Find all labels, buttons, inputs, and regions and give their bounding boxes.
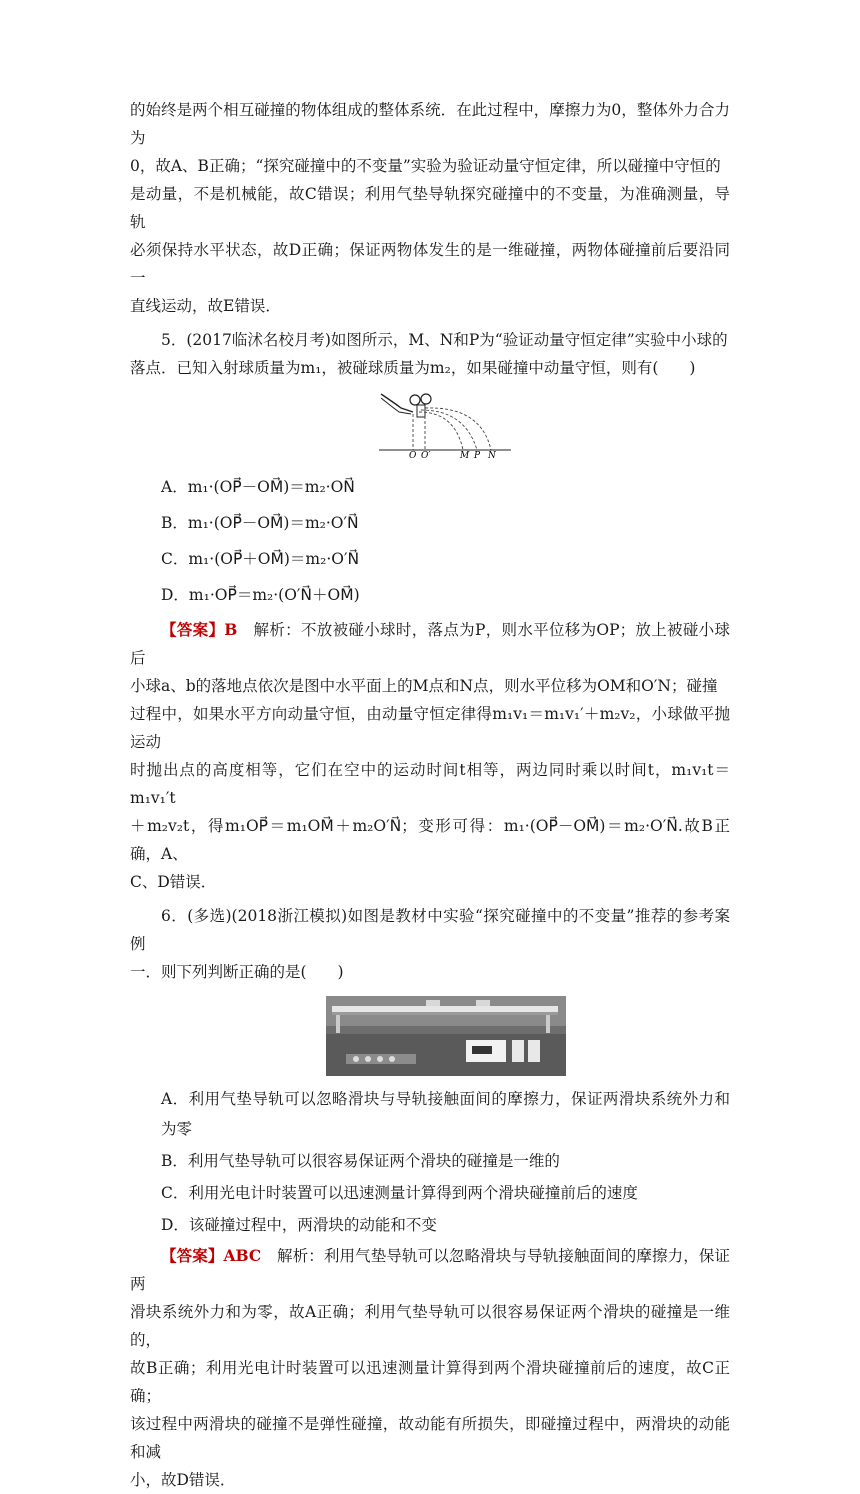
- analysis-line: C、D错误．: [130, 873, 217, 891]
- question-stem: 5．(2017临沭名校月考)如图所示，M、N和P为“验证动量守恒定律”实验中小球的: [161, 331, 728, 349]
- option-d: D．m₁·OP⃗＝m₂·(O′N⃗＋OM⃗): [161, 586, 360, 604]
- point-label-n: N: [488, 451, 496, 458]
- point-label-p: P: [474, 451, 481, 458]
- option-b: B．利用气垫导轨可以很容易保证两个滑块的碰撞是一维的: [161, 1152, 560, 1170]
- text-line: 直线运动，故E错误．: [130, 297, 281, 315]
- analysis-text: 解析：不放被碰小球时，落点为P，则水平位移为OP；放上被碰小球后: [130, 621, 730, 667]
- answer-line: [130, 1242, 730, 1298]
- question-stem: 落点．已知入射球质量为m₁，被碰球质量为m₂，如果碰撞中动量守恒，则有( ): [130, 359, 696, 377]
- question-5: [130, 326, 730, 896]
- projectile-diagram: [375, 388, 515, 458]
- analysis-line: ＋m₂v₂t，得m₁OP⃗＝m₁OM⃗＋m₂O′N⃗；变形可得：m₁·(OP⃗－OM⃗)＝m₂·O′N⃗.故B正确，A、: [130, 817, 730, 863]
- question-6: [130, 902, 730, 1494]
- analysis-line: 时抛出点的高度相等，它们在空中的运动时间t相等，两边同时乘以时间t，m₁v₁t＝m₁v₁′t: [130, 761, 730, 807]
- option-a: A．利用气垫导轨可以忽略滑块与导轨接触面间的摩擦力，保证两滑块系统外力和为零: [161, 1090, 730, 1138]
- question-stem: 6．(多选)(2018浙江模拟)如图是教材中实验“探究碰撞中的不变量”推荐的参考案例: [130, 907, 730, 953]
- analysis-line: 过程中，如果水平方向动量守恒，由动量守恒定律得m₁v₁＝m₁v₁′＋m₂v₂，小球做平抛运动: [130, 705, 730, 751]
- text-line: 是动量，不是机械能，故C错误；利用气垫导轨探究碰撞中的不变量，为准确测量，导轨: [130, 185, 730, 231]
- option-c: C．利用光电计时装置可以迅速测量计算得到两个滑块碰撞前后的速度: [161, 1184, 638, 1202]
- analysis-text: 解析：利用气垫导轨可以忽略滑块与导轨接触面间的摩擦力，保证两: [130, 1247, 730, 1293]
- answer-label: 【答案】ABC: [161, 1246, 262, 1265]
- text-line: 必须保持水平状态，故D正确；保证两物体发生的是一维碰撞，两物体碰撞前后要沿同一: [130, 241, 730, 287]
- point-label-o: O: [409, 451, 417, 458]
- answer-line: [130, 616, 730, 672]
- option-c: C．m₁·(OP⃗＋OM⃗)＝m₂·O′N⃗: [161, 550, 360, 568]
- document-page: [130, 96, 730, 1494]
- option-a: A．m₁·(OP⃗－OM⃗)＝m₂·ON⃗: [161, 478, 355, 496]
- analysis-line: 小，故D错误．: [130, 1471, 236, 1489]
- air-track-photo: [326, 996, 566, 1076]
- analysis-line: 该过程中两滑块的碰撞不是弹性碰撞，故动能有所损失，即碰撞过程中，两滑块的动能和减: [130, 1415, 730, 1461]
- option-b: B．m₁·(OP⃗－OM⃗)＝m₂·O′N⃗: [161, 514, 359, 532]
- text-line: 的始终是两个相互碰撞的物体组成的整体系统．在此过程中，摩擦力为0，整体外力合力为: [130, 101, 730, 147]
- analysis-line: 小球a、b的落地点依次是图中水平面上的M点和N点，则水平位移为OM和O′N；碰撞: [130, 677, 718, 695]
- text-line: 0，故A、B正确；“探究碰撞中的不变量”实验为验证动量守恒定律，所以碰撞中守恒的: [130, 157, 721, 175]
- analysis-line: 滑块系统外力和为零，故A正确；利用气垫导轨可以很容易保证两个滑块的碰撞是一维的，: [130, 1303, 730, 1349]
- point-label-m: M: [460, 451, 470, 458]
- question-stem: 一．则下列判断正确的是( ): [130, 963, 344, 981]
- answer-label: 【答案】B: [161, 620, 238, 639]
- point-label-o-prime: O′: [421, 451, 431, 458]
- analysis-line: 故B正确；利用光电计时装置可以迅速测量计算得到两个滑块碰撞前后的速度，故C正确；: [130, 1359, 730, 1405]
- option-d: D．该碰撞过程中，两滑块的动能和不变: [161, 1216, 437, 1234]
- previous-analysis-continuation: [130, 96, 730, 320]
